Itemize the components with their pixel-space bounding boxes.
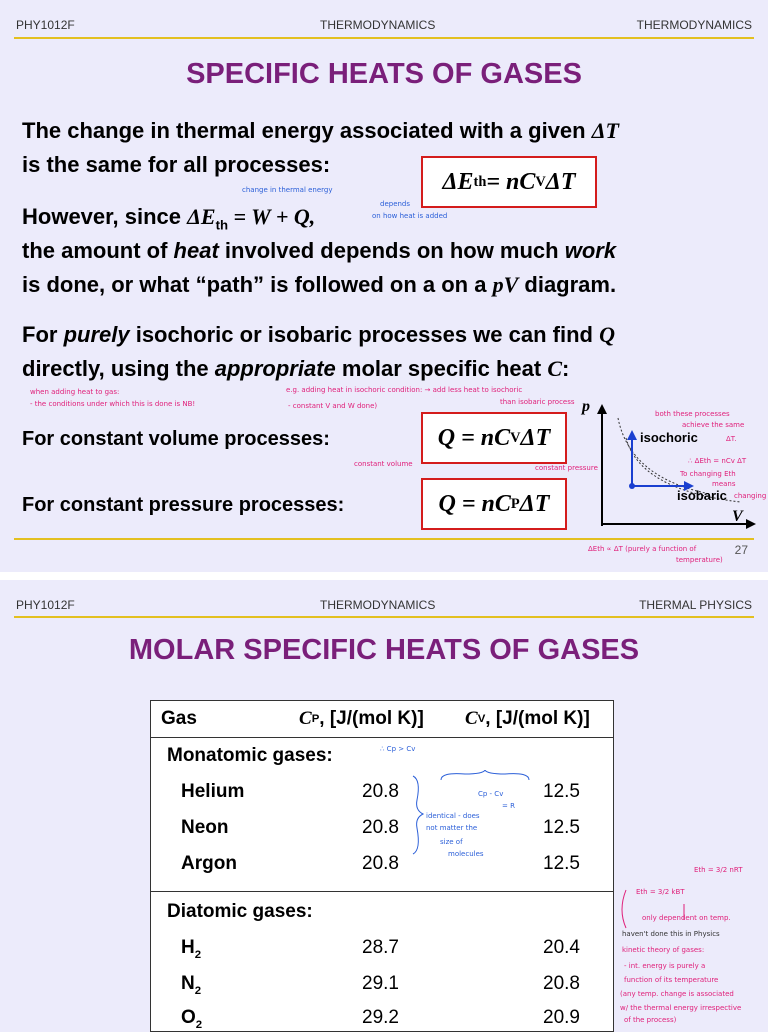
text-line-3-b: = W + Q, xyxy=(228,204,316,229)
table-cell-cp: 20.8 xyxy=(362,817,399,838)
table-row xyxy=(181,1007,202,1031)
text-purely: purely xyxy=(63,322,130,347)
equation-box-qp xyxy=(421,478,567,530)
bracket-left xyxy=(622,890,626,928)
table-cell-cv: 20.8 xyxy=(543,973,580,994)
table-cell-cp: 20.8 xyxy=(362,781,399,802)
note-not-matter: not matter the xyxy=(426,824,478,832)
brace-cp xyxy=(413,776,423,854)
table-cell-cp: 28.7 xyxy=(362,937,399,958)
col-header-gas: Gas xyxy=(161,708,197,729)
eq-qv-end: ΔT xyxy=(520,424,551,451)
text-line-6-a: For xyxy=(22,322,64,347)
text-const-pressure: For constant pressure processes: xyxy=(22,494,345,516)
eq-eth-rhs: = nC xyxy=(486,168,536,195)
gas-n: N xyxy=(181,973,195,994)
note-than-isobaric: than isobaric process xyxy=(500,398,575,406)
slide-title: SPECIFIC HEATS OF GASES xyxy=(186,58,582,90)
note-havent-done: haven't done this in Physics xyxy=(622,930,720,938)
footer-rule xyxy=(14,538,754,540)
page-number: 27 xyxy=(734,543,748,557)
delta-t-symbol: ΔT xyxy=(591,118,619,143)
isobaric-label: isobaric xyxy=(677,488,727,503)
text-c: C xyxy=(547,356,562,381)
header-rule xyxy=(14,616,754,618)
start-point xyxy=(629,483,635,489)
v-axis-label: V xyxy=(732,508,743,525)
col-cv-sym: C xyxy=(465,708,478,729)
note-eth-3-2-kbt: Eth = 3/2 kBT xyxy=(636,888,685,896)
text-line-3-sub: th xyxy=(215,217,229,233)
note-achieve-same: achieve the same xyxy=(682,421,745,429)
note-temperature: temperature) xyxy=(676,556,723,564)
note-any-temp: (any temp. change is associated xyxy=(620,990,734,998)
section-monatomic: Monatomic gases: xyxy=(167,745,333,766)
slide-separator xyxy=(0,572,768,580)
table-cell-cv: 20.9 xyxy=(543,1007,580,1028)
note-molecules: molecules xyxy=(448,850,484,858)
table-row: Helium xyxy=(181,781,245,802)
gas-h: H xyxy=(181,937,195,958)
note-eth-ncv: ∴ ΔEth = nCv ΔT xyxy=(688,457,747,465)
note-changing-eth: To changing Eth xyxy=(680,470,736,478)
text-line-5 xyxy=(22,272,616,298)
header-rule xyxy=(14,37,754,39)
table-cell-cp: 20.8 xyxy=(362,853,399,874)
text-line-3-a: However, since xyxy=(22,204,188,229)
table-cell-cv: 12.5 xyxy=(543,781,580,802)
text-colon: : xyxy=(562,356,570,381)
text-line-7-a: directly, using the xyxy=(22,356,215,381)
text-work: work xyxy=(564,238,617,263)
col-cp-sub: P xyxy=(311,713,320,725)
note-irrespective: w/ the thermal energy irrespective xyxy=(620,1004,742,1012)
header-topic: THERMODYNAMICS xyxy=(320,18,436,32)
header-divider xyxy=(151,737,613,738)
note-adding-heat: when adding heat to gas: xyxy=(30,388,120,396)
text-line-6-b: isochoric or isobaric processes we can find xyxy=(129,322,600,347)
isochoric-arrow xyxy=(627,430,637,440)
note-eg-isochoric: e.g. adding heat in isochoric condition: → add less heat to isochoric xyxy=(286,386,523,394)
text-line-2: is the same for all processes: xyxy=(22,152,331,177)
table-row xyxy=(181,973,201,997)
header-topic: THERMODYNAMICS xyxy=(320,598,436,612)
eq-eth-end: ΔT xyxy=(545,168,576,195)
note-conditions: - the conditions under which this is done is NB! xyxy=(30,400,196,408)
note-identical: identical - does xyxy=(426,812,480,820)
text-line-1 xyxy=(22,118,619,144)
col-cv-unit: , [J/(mol K)] xyxy=(485,708,590,729)
gas-n-sub: 2 xyxy=(194,984,202,997)
note-int-energy: - int. energy is purely a xyxy=(624,962,706,970)
note-size-of: size of xyxy=(440,838,463,846)
text-q: Q xyxy=(599,322,615,347)
note-constant-pressure: constant pressure xyxy=(535,464,598,472)
col-header-cp xyxy=(299,701,424,737)
table-cell-cv: 12.5 xyxy=(543,853,580,874)
header-course: PHY1012F xyxy=(16,598,75,612)
text-line-4-b: involved depends on how much xyxy=(218,238,565,263)
col-cp-sym: C xyxy=(299,708,312,729)
note-changing: changing xyxy=(734,492,767,500)
col-cv-sub: V xyxy=(477,713,486,725)
gas-o: O xyxy=(181,1007,196,1028)
text-const-volume: For constant volume processes: xyxy=(22,428,330,450)
note-delta-t: ΔT. xyxy=(726,435,737,443)
col-cp-unit: , [J/(mol K)] xyxy=(319,708,424,729)
note-depends: depends xyxy=(380,200,411,208)
eq-qv-sub: V xyxy=(510,429,521,446)
header-section: THERMODYNAMICS xyxy=(636,18,752,32)
note-kinetic-theory: kinetic theory of gases: xyxy=(622,946,705,954)
note-both-processes: both these processes xyxy=(655,410,730,418)
slide-molar-specific-heats xyxy=(0,580,768,1031)
v-axis-arrow xyxy=(746,519,756,529)
slide-title: MOLAR SPECIFIC HEATS OF GASES xyxy=(128,634,640,666)
note-eth-prop-t: ΔEth ∝ ΔT (purely a function of xyxy=(588,545,697,553)
equation-box-eth xyxy=(421,156,597,208)
text-line-4 xyxy=(22,238,616,264)
text-line-4-a: the amount of xyxy=(22,238,174,263)
eq-eth-sub2: V xyxy=(535,173,546,190)
text-heat: heat xyxy=(173,238,219,263)
note-of-process: of the process) xyxy=(624,1016,677,1024)
note-cp-minus-cv: Cp - Cv xyxy=(478,790,504,798)
isochoric-label: isochoric xyxy=(640,430,698,445)
table-cell-cp: 29.1 xyxy=(362,973,399,994)
note-function-temp: function of its temperature xyxy=(624,976,719,984)
eq-qp-sub: P xyxy=(510,495,520,512)
note-only-temp: only dependent on temp. xyxy=(642,914,731,922)
text-line-3 xyxy=(22,204,315,232)
text-appropriate: appropriate xyxy=(214,356,336,381)
eq-eth-sub: th xyxy=(473,173,487,190)
brace-top xyxy=(441,770,529,780)
text-line-7-b: molar specific heat xyxy=(335,356,548,381)
table-cell-cp: 29.2 xyxy=(362,1007,399,1028)
equation-box-qv xyxy=(421,412,567,464)
gas-h-sub: 2 xyxy=(194,948,202,961)
text-pv: pV xyxy=(492,272,519,297)
note-eth-3-2-nrt: Eth = 3/2 nRT xyxy=(694,866,743,874)
table-cell-cv: 20.4 xyxy=(543,937,580,958)
eq-eth-lhs: ΔE xyxy=(442,168,474,195)
p-axis-arrow xyxy=(597,404,607,414)
p-axis-label: p xyxy=(582,398,590,415)
note-constant-v: - constant V and W done) xyxy=(288,402,378,410)
note-cp-gt-cv: ∴ Cp > Cv xyxy=(380,745,416,753)
text-line-5-a: is done, or what “path” is followed on a on a xyxy=(22,272,493,297)
note-constant-volume: constant volume xyxy=(354,460,413,468)
table-row xyxy=(181,937,201,961)
section-diatomic: Diatomic gases: xyxy=(167,901,313,922)
note-eq-r: = R xyxy=(502,802,515,810)
text-line-7 xyxy=(22,356,569,382)
note-how-heat: on how heat is added xyxy=(372,212,448,220)
note-change-thermal: change in thermal energy xyxy=(242,186,333,194)
col-header-cv xyxy=(465,701,590,737)
text-line-6 xyxy=(22,322,615,348)
table-row: Neon xyxy=(181,817,229,838)
header-course: PHY1012F xyxy=(16,18,75,32)
eq-qp-lhs: Q = nC xyxy=(438,490,511,517)
text-line-1-a: The change in thermal energy associated with a given xyxy=(22,118,592,143)
header-section: THERMAL PHYSICS xyxy=(639,598,752,612)
section-divider xyxy=(151,891,613,892)
eq-qv-lhs: Q = nC xyxy=(437,424,511,451)
table-row: Argon xyxy=(181,853,237,874)
text-line-3-eq: ΔE xyxy=(187,204,216,229)
gas-o-sub: 2 xyxy=(195,1018,203,1031)
eq-qp-end: ΔT xyxy=(519,490,550,517)
note-means: means xyxy=(712,480,736,488)
table-cell-cv: 12.5 xyxy=(543,817,580,838)
text-line-5-b: diagram. xyxy=(518,272,617,297)
